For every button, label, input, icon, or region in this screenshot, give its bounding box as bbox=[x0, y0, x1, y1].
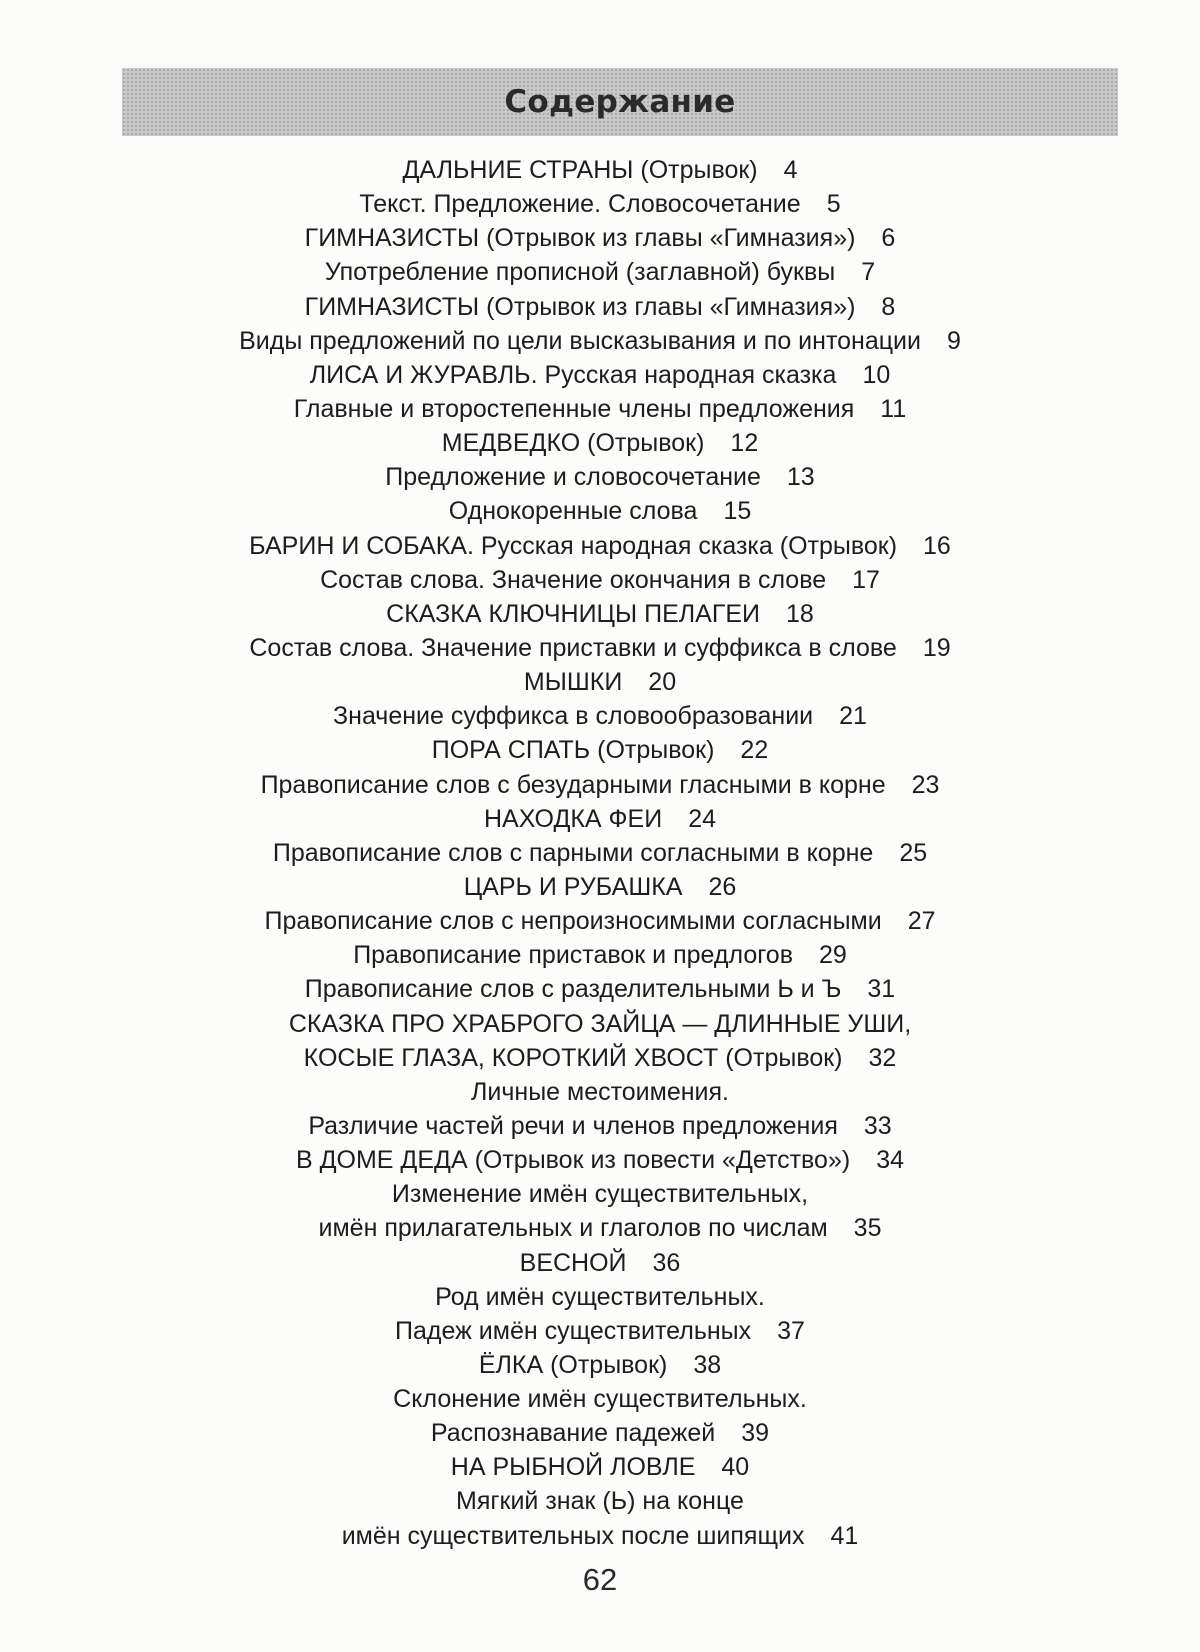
toc-entry bbox=[0, 426, 1200, 460]
page-number: 62 bbox=[582, 1562, 618, 1597]
toc-entry-title: ДАЛЬНИЕ СТРАНЫ (Отрывок) bbox=[402, 156, 758, 184]
toc-entry-page: 13 bbox=[786, 463, 815, 492]
toc-entry bbox=[0, 187, 1200, 221]
toc-entry-title: Склонение имён существительных. bbox=[393, 1385, 807, 1414]
toc-entry-page: 18 bbox=[786, 599, 814, 628]
toc-entry bbox=[0, 1075, 1200, 1109]
toc-entry-page: 15 bbox=[723, 497, 752, 526]
toc-entry bbox=[0, 1450, 1200, 1484]
toc-entry-page: 24 bbox=[688, 804, 717, 833]
toc-entry bbox=[0, 494, 1200, 528]
toc-entry-title: имён существительных после шипящих bbox=[341, 1521, 805, 1550]
toc-entry bbox=[0, 1211, 1200, 1245]
toc-entry-page: 40 bbox=[721, 1453, 750, 1482]
toc-entry bbox=[0, 597, 1200, 631]
toc-entry bbox=[0, 1484, 1200, 1518]
toc-entry-page: 11 bbox=[880, 394, 907, 423]
toc-entry-title: имён прилагательных и глаголов по числам bbox=[318, 1214, 828, 1243]
toc-entry bbox=[0, 904, 1200, 938]
toc-entry bbox=[0, 870, 1200, 904]
toc-entry-page: 36 bbox=[652, 1248, 681, 1277]
toc-entry bbox=[0, 768, 1200, 802]
toc-entry bbox=[0, 1007, 1200, 1041]
toc-entry bbox=[0, 972, 1200, 1006]
toc-entry bbox=[0, 221, 1200, 255]
toc-entry-title: ЁЛКА (Отрывок) bbox=[478, 1350, 668, 1379]
toc-entry-title: Текст. Предложение. Словосочетание bbox=[359, 190, 801, 219]
toc-entry-title: Однокоренные слова bbox=[448, 497, 698, 526]
toc-entry-page: 19 bbox=[922, 633, 951, 662]
toc-entry-title: В ДОМЕ ДЕДА (Отрывок из повести «Детство») bbox=[295, 1146, 851, 1175]
toc-entry-page: 31 bbox=[867, 975, 896, 1004]
toc-entry-title: Распознавание падежей bbox=[430, 1419, 716, 1448]
toc-entry-page: 10 bbox=[862, 360, 891, 389]
toc-entry-title: Изменение имён существительных, bbox=[391, 1180, 809, 1209]
toc-entry-page: 27 bbox=[907, 907, 936, 936]
table-of-contents bbox=[0, 153, 1200, 1553]
toc-entry-title: Предложение и словосочетание bbox=[385, 463, 761, 492]
toc-entry-page: 6 bbox=[881, 224, 896, 253]
toc-entry bbox=[0, 836, 1200, 870]
toc-entry bbox=[0, 802, 1200, 836]
toc-entry bbox=[0, 460, 1200, 494]
toc-entry-title: Правописание слов с парными согласными в корне bbox=[272, 838, 874, 867]
toc-entry bbox=[0, 1314, 1200, 1348]
toc-entry bbox=[0, 324, 1200, 358]
toc-entry-page: 22 bbox=[740, 736, 769, 765]
toc-entry-title: Различие частей речи и членов предложения bbox=[308, 1111, 838, 1140]
toc-entry-title: НАХОДКА ФЕИ bbox=[483, 804, 663, 833]
toc-entry-page: 5 bbox=[826, 190, 841, 219]
toc-entry bbox=[0, 1416, 1200, 1450]
toc-entry-page: 16 bbox=[923, 531, 951, 560]
toc-entry bbox=[0, 1246, 1200, 1280]
toc-entry-title: БАРИН И СОБАКА. Русская народная сказка (Отрывок) bbox=[249, 531, 898, 560]
toc-entry-title: МЕДВЕДКО (Отрывок) bbox=[441, 429, 705, 458]
toc-entry bbox=[0, 1109, 1200, 1143]
toc-entry-page: 38 bbox=[693, 1350, 722, 1379]
toc-entry bbox=[0, 255, 1200, 289]
toc-entry bbox=[0, 1280, 1200, 1314]
toc-entry bbox=[0, 358, 1200, 392]
toc-entry-title: Виды предложений по цели высказывания и по интонации bbox=[239, 326, 921, 355]
page-title: Содержание bbox=[504, 84, 736, 120]
toc-entry bbox=[0, 1177, 1200, 1211]
toc-entry bbox=[0, 631, 1200, 665]
toc-entry bbox=[0, 1382, 1200, 1416]
toc-entry-title: КОСЫЕ ГЛАЗА, КОРОТКИЙ ХВОСТ (Отрывок) bbox=[303, 1043, 843, 1072]
toc-entry-title: Мягкий знак (Ь) на конце bbox=[456, 1487, 744, 1516]
toc-entry-title: Главные и второстепенные члены предложения bbox=[293, 394, 855, 423]
contents-header bbox=[122, 68, 1118, 136]
toc-entry bbox=[0, 290, 1200, 324]
toc-entry-page: 17 bbox=[852, 565, 880, 594]
toc-entry-title: ВЕСНОЙ bbox=[519, 1248, 627, 1277]
toc-entry-page: 39 bbox=[741, 1419, 770, 1448]
toc-entry bbox=[0, 1519, 1200, 1553]
toc-entry-page: 33 bbox=[863, 1111, 892, 1140]
toc-entry bbox=[0, 563, 1200, 597]
toc-entry-title: Правописание слов с непроизносимыми согласными bbox=[264, 907, 882, 936]
toc-entry-title: ГИМНАЗИСТЫ (Отрывок из главы «Гимназия») bbox=[304, 224, 856, 253]
toc-entry-title: Состав слова. Значение окончания в слове bbox=[320, 565, 827, 594]
toc-entry-title: Правописание приставок и предлогов bbox=[353, 941, 793, 970]
toc-entry-page: 37 bbox=[777, 1316, 805, 1345]
toc-entry-title: Состав слова. Значение приставки и суффикса в слове bbox=[249, 633, 897, 662]
toc-entry-page: 20 bbox=[648, 668, 677, 697]
toc-entry-page: 8 bbox=[881, 292, 896, 321]
toc-entry-page: 29 bbox=[818, 941, 847, 970]
toc-entry-page: 4 bbox=[783, 156, 798, 184]
toc-entry-title: Значение суффикса в словообразовании bbox=[333, 702, 814, 731]
toc-entry-page: 25 bbox=[899, 838, 928, 867]
toc-entry-title: МЫШКИ bbox=[523, 668, 623, 697]
toc-entry bbox=[0, 1041, 1200, 1075]
toc-entry-page: 26 bbox=[708, 872, 737, 901]
toc-entry bbox=[0, 153, 1200, 187]
toc-entry-title: ЛИСА И ЖУРАВЛЬ. Русская народная сказка bbox=[309, 360, 837, 389]
toc-entry-title: Правописание слов с безударными гласными в корне bbox=[260, 770, 886, 799]
toc-entry-page: 21 bbox=[839, 702, 867, 731]
toc-entry-title: ЦАРЬ И РУБАШКА bbox=[463, 872, 683, 901]
toc-entry-page: 32 bbox=[868, 1043, 897, 1072]
toc-entry-title: НА РЫБНОЙ ЛОВЛЕ bbox=[450, 1453, 696, 1482]
toc-entry bbox=[0, 529, 1200, 563]
toc-entry bbox=[0, 733, 1200, 767]
toc-entry bbox=[0, 938, 1200, 972]
toc-entry-title: Род имён существительных. bbox=[435, 1282, 765, 1311]
toc-entry-page: 34 bbox=[876, 1146, 905, 1175]
toc-entry-page: 7 bbox=[861, 258, 876, 287]
toc-entry-title: Личные местоимения. bbox=[471, 1077, 729, 1106]
toc-entry-title: Падеж имён существительных bbox=[395, 1316, 752, 1345]
toc-entry bbox=[0, 1143, 1200, 1177]
toc-entry-title: ПОРА СПАТЬ (Отрывок) bbox=[431, 736, 715, 765]
toc-entry bbox=[0, 392, 1200, 426]
toc-entry-title: СКАЗКА КЛЮЧНИЦЫ ПЕЛАГЕИ bbox=[386, 599, 761, 628]
toc-entry bbox=[0, 699, 1200, 733]
toc-entry-title: Правописание слов с разделительными Ь и Ъ bbox=[304, 975, 842, 1004]
toc-entry-title: СКАЗКА ПРО ХРАБРОГО ЗАЙЦА — ДЛИННЫЕ УШИ, bbox=[288, 1009, 912, 1038]
toc-entry bbox=[0, 665, 1200, 699]
toc-entry-page: 35 bbox=[853, 1214, 882, 1243]
toc-entry-page: 23 bbox=[911, 770, 940, 799]
toc-entry bbox=[0, 1348, 1200, 1382]
toc-entry-title: ГИМНАЗИСТЫ (Отрывок из главы «Гимназия») bbox=[304, 292, 856, 321]
toc-entry-title: Употребление прописной (заглавной) буквы bbox=[324, 258, 836, 287]
toc-entry-page: 41 bbox=[830, 1521, 859, 1550]
toc-entry-page: 12 bbox=[730, 429, 759, 458]
toc-entry-page: 9 bbox=[946, 326, 961, 355]
